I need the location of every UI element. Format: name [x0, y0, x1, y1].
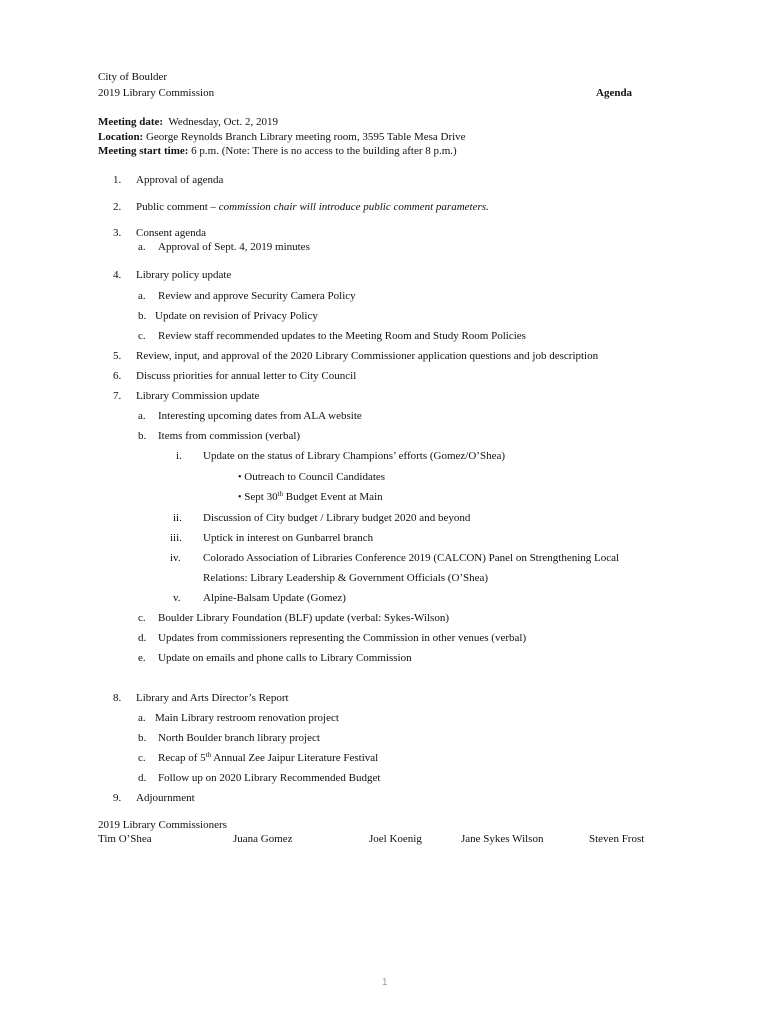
commission-name: 2019 Library Commission	[98, 87, 215, 99]
meeting-date-value: Wednesday, Oct. 2, 2019	[168, 116, 278, 128]
agenda-item-number: 7.	[113, 390, 122, 402]
bullet-dot-icon: •	[238, 492, 242, 503]
agenda-item-number: 5.	[113, 350, 122, 362]
roman-item-text: Colorado Association of Libraries Conference 2019 (CALCON) Panel on Strengthening Local	[203, 552, 620, 564]
roman-item-text-continued: Relations: Library Leadership & Government Officials (O’Shea)	[203, 572, 489, 584]
roman-numeral: iii.	[170, 532, 182, 544]
sub-item-text: Approval of Sept. 4, 2019 minutes	[158, 241, 310, 253]
agenda-item-text	[136, 200, 489, 214]
city-name: City of Boulder	[98, 71, 168, 83]
sub-item-letter: a.	[138, 241, 146, 253]
sub-item-letter: b.	[138, 310, 147, 322]
agenda-item-text: Adjournment	[136, 792, 195, 804]
meeting-date	[98, 115, 278, 129]
meeting-start-time	[98, 144, 457, 158]
sub-item-text: Review staff recommended updates to the Meeting Room and Study Room Policies	[158, 330, 526, 342]
agenda-item-text: Discuss priorities for annual letter to City Council	[136, 370, 357, 382]
sub-item-text-pre: Recap of 5	[158, 752, 206, 764]
sub-item-text-sup: th	[205, 751, 212, 759]
meeting-date-label: Meeting date:	[98, 116, 164, 128]
roman-item-text: Alpine-Balsam Update (Gomez)	[203, 592, 346, 604]
agenda-item-number: 8.	[113, 692, 122, 704]
page-number: 1	[382, 977, 388, 988]
agenda-item-text-italic: commission chair will introduce public comment parameters.	[218, 201, 489, 213]
sub-item-letter: c.	[138, 752, 146, 764]
meeting-start-value: 6 p.m. (Note: There is no access to the building after 8 p.m.)	[191, 145, 457, 157]
sub-item-text: North Boulder branch library project	[158, 732, 320, 744]
bullet-text-pre: Sept 30	[244, 491, 278, 503]
sub-item-letter: d.	[138, 772, 147, 784]
agenda-item-text: Consent agenda	[136, 227, 206, 239]
bullet-text: Outreach to Council Candidates	[244, 471, 386, 483]
commissioner-name: Steven Frost	[589, 833, 645, 845]
sub-item-letter: d.	[138, 632, 147, 644]
sub-item-text: Update on revision of Privacy Policy	[155, 310, 318, 322]
roman-numeral: ii.	[173, 512, 182, 524]
agenda-item-number: 4.	[113, 269, 122, 281]
agenda-item-text: Library Commission update	[136, 390, 260, 402]
sub-item-text: Items from commission (verbal)	[158, 430, 301, 442]
agenda-item-text: Library policy update	[136, 269, 232, 281]
meeting-location	[98, 130, 466, 144]
commissioner-name: Jane Sykes Wilson	[461, 833, 544, 845]
sub-item-letter: a.	[138, 290, 146, 302]
sub-item-text: Review and approve Security Camera Policy	[158, 290, 356, 302]
bullet-item	[238, 490, 383, 505]
commissioner-name: Juana Gomez	[233, 833, 293, 845]
agenda-item-number: 6.	[113, 370, 122, 382]
commissioner-name: Tim O’Shea	[98, 833, 152, 845]
sub-item-letter: c.	[138, 612, 146, 624]
meeting-location-value: George Reynolds Branch Library meeting room, 3595 Table Mesa Drive	[145, 131, 466, 143]
roman-numeral: i.	[176, 450, 182, 462]
sub-item-text: Interesting upcoming dates from ALA website	[158, 410, 362, 422]
sub-item-text: Follow up on 2020 Library Recommended Budget	[158, 772, 381, 784]
sub-item-letter: b.	[138, 430, 147, 442]
agenda-item-number: 1.	[113, 174, 122, 186]
agenda-item-number: 3.	[113, 227, 122, 239]
agenda-item-text: Approval of agenda	[136, 174, 224, 186]
sub-item-letter: b.	[138, 732, 147, 744]
sub-item-text: Boulder Library Foundation (BLF) update (verbal: Sykes-Wilson)	[158, 612, 450, 624]
bullet-text-post: Budget Event at Main	[283, 491, 383, 503]
roman-numeral: iv.	[170, 552, 181, 564]
commissioner-name: Joel Koenig	[369, 833, 422, 845]
meeting-start-label: Meeting start time:	[98, 145, 189, 157]
agenda-item-text: Library and Arts Director’s Report	[136, 692, 289, 704]
sub-item-text: Update on emails and phone calls to Library Commission	[158, 652, 412, 664]
sub-item-text: Updates from commissioners representing the Commission in other venues (verbal)	[158, 632, 527, 644]
commissioners-heading: 2019 Library Commissioners	[98, 819, 227, 831]
agenda-item-number: 9.	[113, 792, 122, 804]
sub-item-letter: e.	[138, 652, 146, 664]
bullet-item	[238, 470, 385, 485]
agenda-item-text-main: Public comment –	[136, 201, 219, 213]
meeting-location-label: Location:	[98, 131, 144, 143]
sub-item-letter: a.	[138, 410, 146, 422]
sub-item-text	[158, 751, 378, 765]
roman-item-text: Uptick in interest on Gunbarrel branch	[203, 532, 374, 544]
agenda-item-text: Review, input, and approval of the 2020 Library Commissioner application questions and job description	[136, 350, 599, 362]
roman-item-text: Update on the status of Library Champions’ efforts (Gomez/O’Shea)	[203, 450, 506, 462]
roman-item-text: Discussion of City budget / Library budget 2020 and beyond	[203, 512, 471, 524]
sub-item-text-post: Annual Zee Jaipur Literature Festival	[211, 752, 379, 764]
bullet-dot-icon: •	[238, 472, 242, 483]
sub-item-text: Main Library restroom renovation project	[155, 712, 339, 724]
bullet-text-sup: th	[277, 490, 284, 498]
sub-item-letter: c.	[138, 330, 146, 342]
sub-item-letter: a.	[138, 712, 146, 724]
agenda-item-number: 2.	[113, 201, 122, 213]
roman-numeral: v.	[173, 592, 181, 604]
document-type: Agenda	[596, 87, 633, 99]
